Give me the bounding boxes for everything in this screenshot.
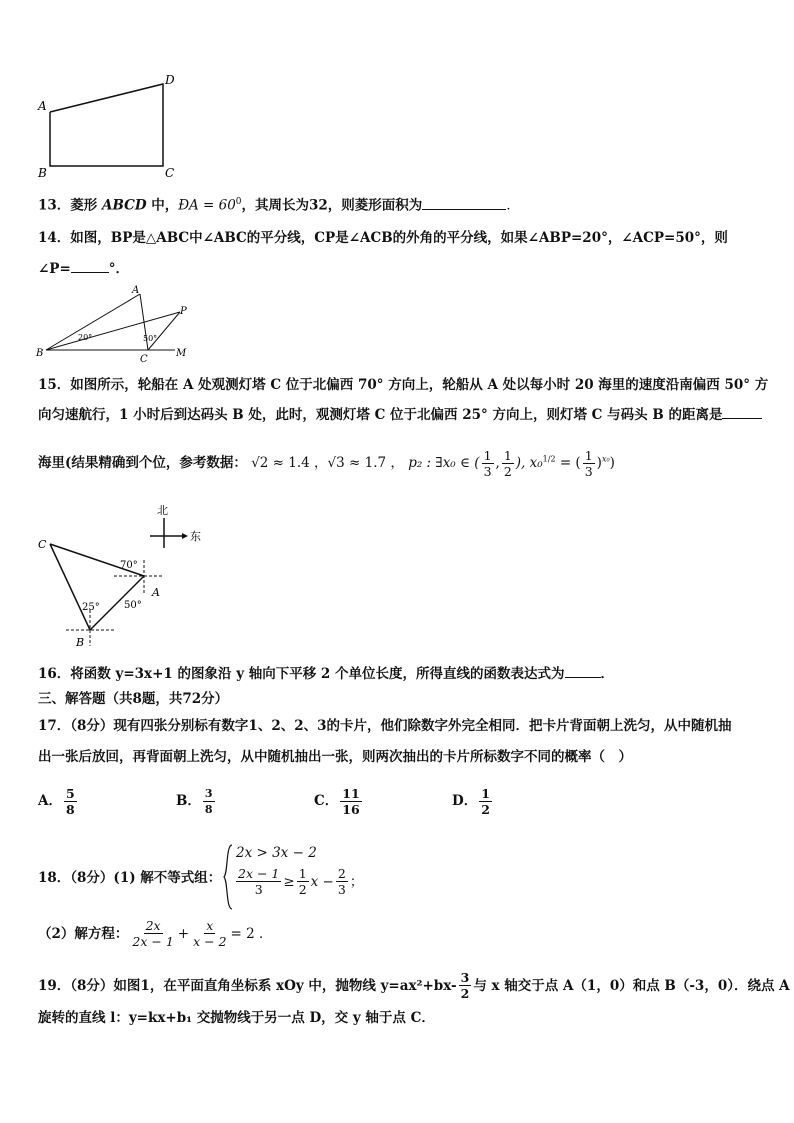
eq-frac: $\frac{2x}{2x - 1}$ <box>132 918 174 949</box>
q15-roots: √2 ≈ 1.4 ，√3 ≈ 1.7 ， <box>251 455 404 471</box>
q19-text-a: 19．（8分）如图1，在平面直角坐标系 xOy 中，抛物线 y=ax²+bx- <box>38 977 457 994</box>
ineq-frac: $\frac{2x - 1}{3}$ <box>238 866 280 897</box>
question-17-line1: 17．（8分）现有四张分别标有数字1、2、2、3的卡片，他们除数字外完全相同．把卡片背面朝上洗匀，从中随机抽 <box>38 718 732 734</box>
inequality-1: 2x > 3x − 2 <box>236 845 317 861</box>
label-B: B <box>38 166 47 180</box>
eq-rhs: = 2 ． <box>230 925 273 942</box>
option-label: C． <box>314 793 339 809</box>
q13-shape-name: ABCD <box>102 197 147 214</box>
option-c[interactable] <box>314 786 364 817</box>
system-brace <box>222 843 234 911</box>
q13-end: ． <box>506 197 520 214</box>
q13-number: 13． <box>38 197 71 214</box>
angle-20: 20° <box>78 333 93 342</box>
ineq-frac: $\frac{1}{2}$ <box>298 866 307 897</box>
q15-close: ) <box>609 455 615 471</box>
label-A: A <box>38 99 47 113</box>
label-B: B <box>36 348 44 359</box>
q15-paren: ) <box>596 455 602 471</box>
option-b[interactable] <box>176 786 217 817</box>
option-fraction: $\frac{11}{16}$ <box>342 786 360 817</box>
q14-p: ∠P= <box>38 261 71 277</box>
question-13 <box>38 192 520 216</box>
q13-degree: 0 <box>235 197 242 207</box>
q15-x0: ), x₀ <box>515 455 543 471</box>
label-C: C <box>165 166 175 180</box>
option-fraction: $\frac{1}{2}$ <box>481 786 490 817</box>
option-label: A． <box>38 793 62 809</box>
q19-text-b: 与 x 轴交于点 A（1，0）和点 B（-3，0）．绕点 A <box>473 977 790 994</box>
ineq-x: x − <box>310 873 334 890</box>
answer-blank[interactable] <box>722 406 762 419</box>
angle-25: 25° <box>82 602 100 613</box>
q15-sup2: x₀ <box>601 454 610 464</box>
angle-50: 50° <box>124 600 142 611</box>
quadrilateral-figure <box>30 72 190 182</box>
answer-blank[interactable] <box>71 260 109 273</box>
section-heading: 三、解答题（共8题，共72分） <box>38 691 229 707</box>
question-17-line2: 出一张后放回，再背面朝上洗匀，从中随机抽出一张，则两次抽出的卡片所标数字不同的概率（ ） <box>38 749 632 765</box>
frac-1-3: $\frac{1}{3}$ <box>483 448 492 479</box>
question-16 <box>38 664 614 684</box>
question-18-part1: 18．（8分）(1) 解不等式组： <box>38 870 222 886</box>
q15-sup: 1/2 <box>542 454 556 464</box>
angle-70: 70° <box>120 560 138 571</box>
question-19-line1 <box>38 970 790 1001</box>
label-A: A <box>152 586 160 599</box>
east-label: 东 <box>190 530 201 543</box>
label-C: C <box>38 538 47 551</box>
q15-ref-text: 海里(结果精确到个位，参考数据： <box>38 455 247 471</box>
eq-plus: + <box>177 925 190 942</box>
north-label: 北 <box>157 504 168 517</box>
ineq-frac: $\frac{2}{3}$ <box>337 866 346 897</box>
label-A: A <box>132 285 140 296</box>
q13-angle: ÐA = 60 <box>178 197 236 214</box>
eq-frac: $\frac{x}{x - 2}$ <box>193 918 227 949</box>
option-fraction: $\frac{5}{8}$ <box>65 786 75 817</box>
q14-end: °． <box>108 261 130 277</box>
label-P: P <box>180 306 187 317</box>
question-18-part2 <box>38 918 273 949</box>
q16-text: 16．将函数 y=3x+1 的图象沿 y 轴向下平移 2 个单位长度，所得直线的函数表达式为 <box>38 666 565 682</box>
question-14-line2 <box>38 259 129 279</box>
lighthouse-figure <box>30 498 220 658</box>
option-d[interactable] <box>452 786 494 817</box>
q19-frac: $\frac{3}{2}$ <box>460 970 470 1001</box>
question-19-line2: 旋转的直线 l：y=kx+b₁ 交抛物线于另一点 D，交 y 轴于点 C． <box>38 1010 435 1026</box>
inequality-2 <box>234 866 363 897</box>
q13-text: 菱形 <box>70 197 102 214</box>
answer-blank[interactable] <box>565 665 601 678</box>
q13-mid: 中， <box>146 197 179 214</box>
label-M: M <box>176 348 187 359</box>
frac-1-2: $\frac{1}{2}$ <box>503 448 512 479</box>
option-a[interactable] <box>38 786 79 817</box>
ineq-ge: ≥ <box>283 873 295 890</box>
question-15-line2 <box>38 405 762 425</box>
label-B: B <box>76 636 85 649</box>
option-label: D． <box>452 793 478 809</box>
question-15-line3: 海里(结果精确到个位，参考数据： √2 ≈ 1.4 ，√3 ≈ 1.7 ， p₂ : ∃x₀ ∈ ( $\frac{1}{3}$ , $\frac{1}{2}$ ), x₀$^{1/2}$ = ( $\frac{1}{3}$ )$^{x_0}$) <box>38 448 615 479</box>
q16-end: ． <box>600 666 615 682</box>
q18-part2-label: （2）解方程： <box>38 925 129 942</box>
question-14-line1: 14．如图，BP是△ABC中∠ABC的平分线，CP是∠ACB的外角的平分线，如果∠ABP=20°，∠ACP=50°，则 <box>38 230 728 246</box>
angle-50: 50° <box>143 334 158 343</box>
option-label: B． <box>176 793 201 809</box>
answer-blank[interactable] <box>422 197 506 210</box>
q15-proposition: p₂ : ∃x₀ ∈ ( <box>408 455 480 471</box>
question-15-line1: 15．如图所示，轮船在 A 处观测灯塔 C 位于北偏西 70° 方向上，轮船从 A 处以每小时 20 海里的速度沿南偏西 50° 方 <box>38 377 769 393</box>
q13-rest: ，其周长为32，则菱形面积为 <box>241 197 423 214</box>
frac-1-3b: $\frac{1}{3}$ <box>584 448 593 479</box>
label-C: C <box>140 354 148 364</box>
triangle-bisector-figure <box>30 284 200 364</box>
option-fraction: $\frac{3}{8}$ <box>204 787 213 816</box>
q15-line2-text: 向匀速航行，1 小时后到达码头 B 处，此时，观测灯塔 C 位于北偏西 25° 方向上，则灯塔 C 与码头 B 的距离是 <box>38 407 723 423</box>
q15-eq: = ( <box>555 455 581 471</box>
ineq-semi: ； <box>349 873 364 890</box>
label-D: D <box>165 73 175 87</box>
